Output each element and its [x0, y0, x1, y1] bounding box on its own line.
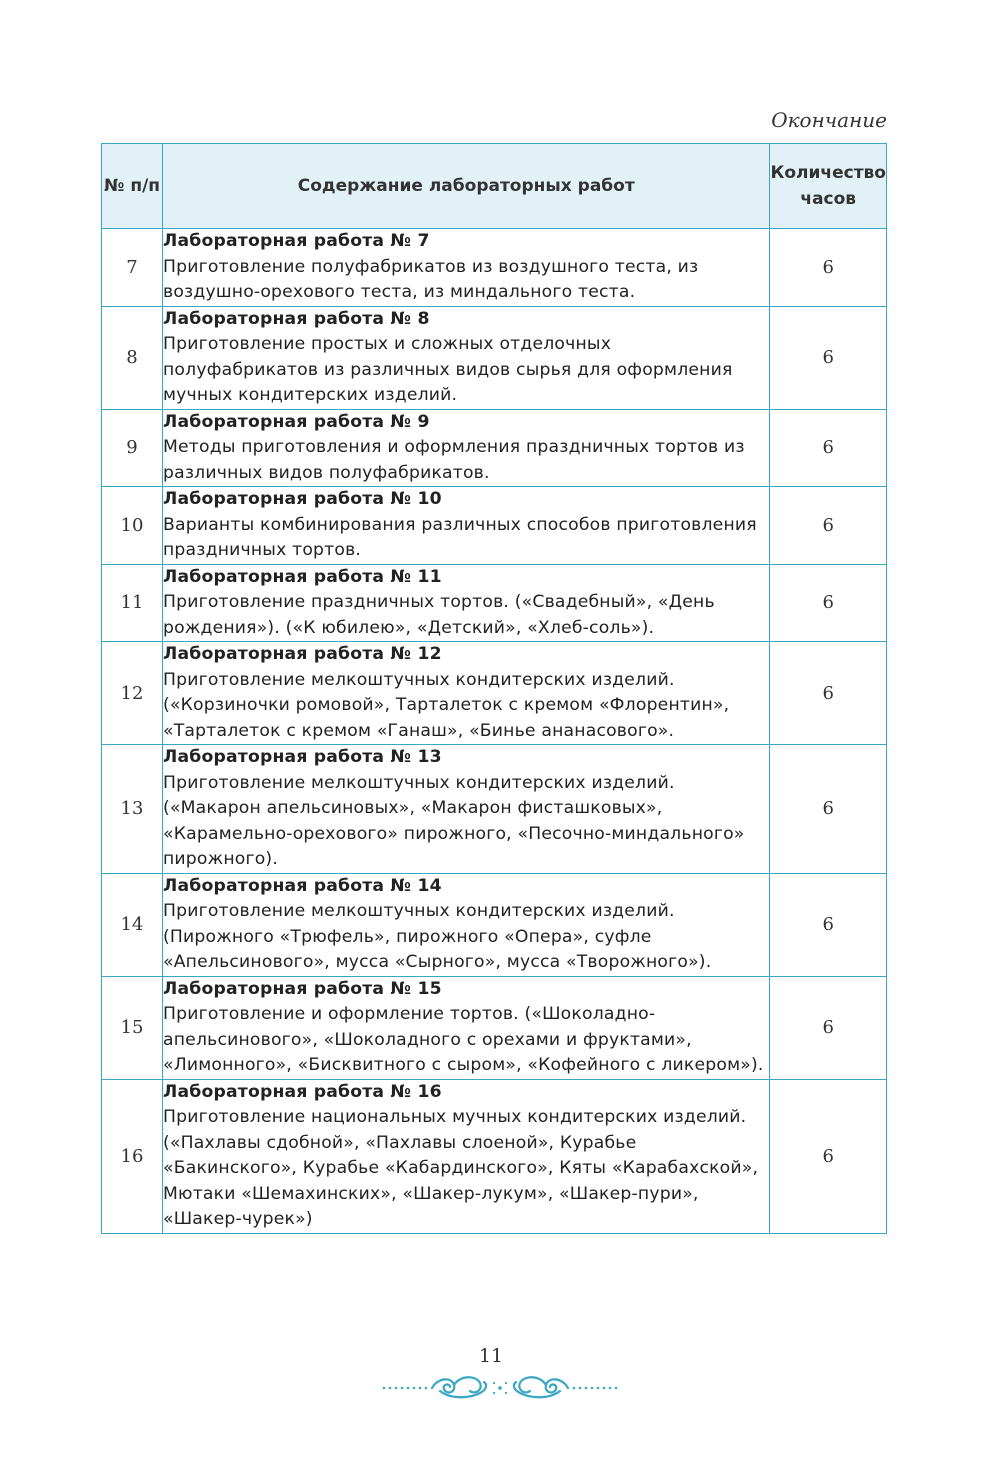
lab-title: Лабораторная работа № 9 [163, 411, 430, 432]
row-hours: 6 [770, 487, 887, 565]
table-header-row [102, 144, 887, 229]
lab-description: Варианты комбинирования различных способов приготовления праздничных тортов. [163, 514, 757, 560]
row-hours: 6 [770, 306, 887, 409]
lab-description: Приготовление национальных мучных кондитерских изделий. («Пахлавы сдобной», «Пахлавы слоеной», Курабье «Бакинского», Курабье «Кабардинского», Кяты «Карабахской», Мютаки «Шемахинских», «Шакер-лукум», «Шакер-пури», «Шакер-чурек») [163, 1107, 759, 1229]
lab-description: Приготовление праздничных тортов. («Свадебный», «День рождения»). («К юбилею», «Детский», «Хлеб-соль»). [163, 592, 715, 638]
header-content: Содержание лабораторных работ [163, 144, 770, 229]
row-number: 13 [102, 745, 163, 874]
row-number: 14 [102, 873, 163, 976]
table-row [102, 1079, 887, 1233]
row-hours: 6 [770, 642, 887, 745]
page-footer [0, 1345, 1000, 1401]
row-content [163, 873, 770, 976]
lab-title: Лабораторная работа № 11 [163, 566, 442, 587]
lab-description: Приготовление мелкоштучных кондитерских изделий. (Пирожного «Трюфель», пирожного «Опера», суфле «Апельсинового», мусса «Сырного», мусса «Творожного»). [163, 901, 712, 972]
table-row [102, 409, 887, 487]
row-content [163, 409, 770, 487]
row-number: 10 [102, 487, 163, 565]
row-number: 9 [102, 409, 163, 487]
table-row [102, 487, 887, 565]
lab-description: Приготовление простых и сложных отделочных полуфабрикатов из различных видов сырья для оформления мучных кондитерских изделий. [163, 334, 733, 405]
row-number: 12 [102, 642, 163, 745]
lab-title: Лабораторная работа № 14 [163, 875, 442, 896]
table-row [102, 306, 887, 409]
table-row [102, 229, 887, 307]
row-hours: 6 [770, 1079, 887, 1233]
lab-title: Лабораторная работа № 12 [163, 644, 442, 664]
row-number: 8 [102, 306, 163, 409]
lab-title: Лабораторная работа № 7 [163, 231, 430, 251]
row-hours: 6 [770, 409, 887, 487]
table-row [102, 564, 887, 642]
row-content [163, 1079, 770, 1233]
row-content [163, 229, 770, 307]
row-hours: 6 [770, 745, 887, 874]
table-row [102, 976, 887, 1079]
lab-works-table [101, 143, 887, 1234]
row-content [163, 306, 770, 409]
header-hours: Количество часов [770, 144, 887, 229]
row-hours: 6 [770, 564, 887, 642]
flourish-ornament-icon [380, 1371, 620, 1401]
header-number: № п/п [102, 144, 163, 229]
row-hours: 6 [770, 873, 887, 976]
row-hours: 6 [770, 976, 887, 1079]
table-row [102, 745, 887, 874]
continuation-label: Окончание [771, 108, 887, 132]
row-content [163, 487, 770, 565]
row-number: 16 [102, 1079, 163, 1233]
lab-description: Приготовление мелкоштучных кондитерских изделий. («Макарон апельсиновых», «Макарон фисташковых», «Карамельно-орехового» пирожного, «Песочно-миндального» пирожного). [163, 772, 745, 869]
row-content [163, 564, 770, 642]
lab-title: Лабораторная работа № 16 [163, 1081, 442, 1102]
row-content [163, 745, 770, 874]
table-row [102, 873, 887, 976]
lab-title: Лабораторная работа № 8 [163, 308, 430, 329]
row-content [163, 976, 770, 1079]
table-row [102, 642, 887, 745]
lab-description: Приготовление мелкоштучных кондитерских изделий. («Корзиночки ромовой», Тарталеток с кремом «Флорентин», «Тарталеток с кремом «Ганаш», «Бинье ананасового». [163, 669, 730, 741]
page-number: 11 [478, 1345, 504, 1367]
lab-description: Приготовление полуфабрикатов из воздушного теста, из воздушно-орехового теста, из миндального теста. [163, 256, 699, 302]
row-number: 15 [102, 976, 163, 1079]
row-number: 11 [102, 564, 163, 642]
lab-description: Приготовление и оформление тортов. («Шоколадно-апельсинового», «Шоколадного с орехами и фруктами», «Лимонного», «Бисквитного с сыром», «Кофейного с ликером»). [163, 1004, 764, 1075]
row-number: 7 [102, 229, 163, 307]
lab-description: Методы приготовления и оформления праздничных тортов из различных видов полуфабрикатов. [163, 437, 745, 483]
row-hours: 6 [770, 229, 887, 307]
lab-title: Лабораторная работа № 13 [163, 747, 442, 767]
lab-title: Лабораторная работа № 15 [163, 978, 442, 999]
lab-title: Лабораторная работа № 10 [163, 489, 442, 509]
row-content [163, 642, 770, 745]
